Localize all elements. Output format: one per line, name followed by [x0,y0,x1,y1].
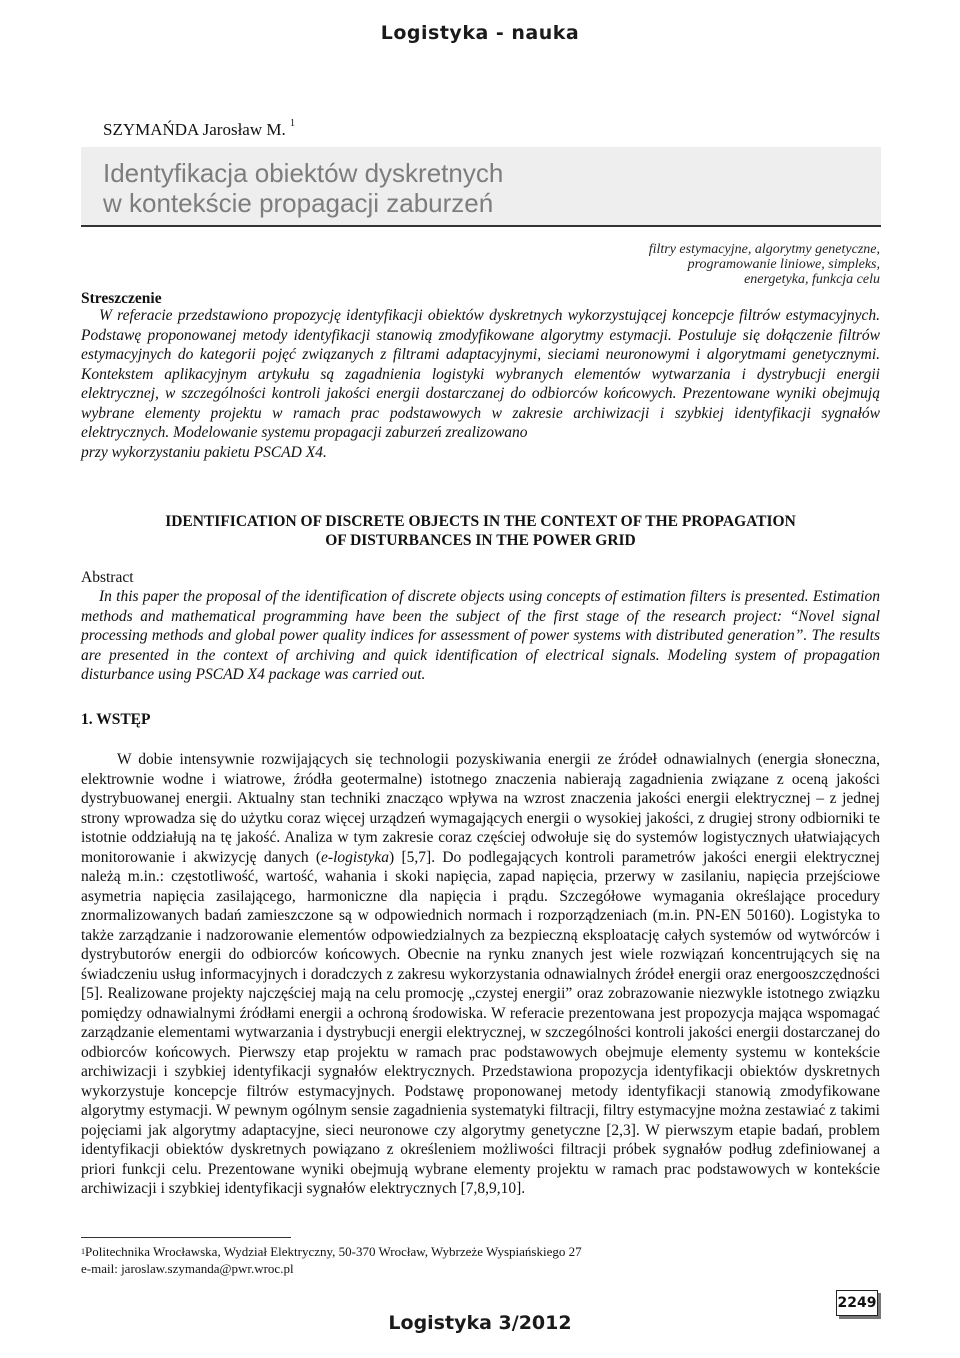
abstract-en-heading: Abstract [81,569,134,586]
paper-title-line-1: Identyfikacja obiektów dyskretnych [103,158,504,188]
author-footnote-mark: 1 [290,118,295,129]
intro-paragraph [81,750,880,1199]
abstract-en-text: In this paper the proposal of the identification of discrete objects using concepts of estimation filters is presented. Estimation methods and mathematical programming have been the subject of the first stage of the research project: “Novel signal processing methods and global power quality indices for assessment of power systems with distributed generation”. The results are presented in the context of archiving and quick identification of electrical signals. Modeling system of propagation disturbance using PSCAD X4 package was carried out. [81,588,880,683]
footnote-email: e-mail: jaroslaw.szymanda@pwr.wroc.pl [81,1261,294,1276]
footnote-divider [81,1237,291,1238]
abstract-pl-text-end: przy wykorzystaniu pakietu PSCAD X4. [81,443,327,461]
intro-text-italic: e-logistyka [321,848,390,866]
author-line [103,120,295,140]
section-heading-intro: 1. WSTĘP [81,711,151,728]
paper-title-line-2: w kontekście propagacji zaburzeń [103,188,494,218]
journal-header: Logistyka - nauka [380,22,580,44]
keywords [580,242,880,287]
keywords-line-1: filtry estymacyjne, algorytmy genetyczne, [648,242,880,257]
abstract-en-body [81,587,880,685]
footnote-affiliation [81,1243,781,1260]
page-number: 2249 [836,1290,878,1316]
intro-text-part-2: ) [5,7]. Do podlegających kontroli parametrów jakości energii elektrycznej należą m.in.: częstotliwość, wartość, wahania i skoki napięcia, zapad napięcia, przerwy w zasilaniu, napięcia przejściowe asymetria napięcia zasilającego, harmoniczne dla napięcia i prądu. Szczegółowe wymagania określające procedury znormalizowanych badań zamieszczone są w odpowiednich normach i rozporządzeniach (m.in. PN-EN 50160). Logistyka to także zarządzanie i nadzorowanie elementów odpowiedzialnych za bezpieczną eksploatację całych systemów od wytwórców i dystrybutorów energii do odbiorców końcowych. Obecnie na rynku znanych jest wiele rozwiązań koncentrujących się na świadczeniu usług informacyjnych i doradczych z zakresu wykorzystania odnawialnych źródeł energii oraz energooszczędności [5]. Realizowane projekty najczęściej mają na celu promocję „czystej energii” oraz zobrazowanie niezwykle istotnego związku pomiędzy odnawialnymi źródłami energii a ochroną środowiska. W referacie prezentowana jest propozycja mająca wspomagać zarządzanie elementami wytwarzania i dystrybucji energii elektrycznej, w szczególności kontroli jakości energii dostarczanej do odbiorców końcowych. Pierwszy etap projektu w ramach prac podstawowych obejmuje elementy systemu w kontekście archiwizacji i szybkiej identyfikacji sygnałów elektrycznych. Przedstawiona propozycja identyfikacji obiektów dyskretnych wykorzystuje koncepcje filtrów estymacyjnych. Podstawę proponowanej metody identyfikacji stanowią zmodyfikowane algorytmy estymacji. W pewnym ogólnym sensie zagadnienia systematyki filtracji, filtry estymacyjne można zestawiać z takimi pojęciami jak algorytmy adaptacyjne, sieci neuronowe czy algorytmy genetyczne [2,3]. W pierwszym etapie badań, problem identyfikacji obiektów dyskretnych powiązano z określeniem możliwości filtracji próbek sygnałów podług zdefiniowanej a priori funkcji celu. Prezentowane wyniki obejmują wybrane elementy projektu w ramach prac podstawowych w kontekście archiwizacji i szybkiej identyfikacji sygnałów elektrycznych [7,8,9,10]. [81,848,880,1197]
intro-text-part-1: W dobie intensywnie rozwijających się technologii pozyskiwania energii ze źródeł odnawialnych (energia słoneczna, elektrownie wodne i wiatrowe, źródła geotermalne) istotnego znaczenia nabierają zagadnienia związane z oceną jakości dystrybuowanej energii. Aktualny stan techniki znacząco wpływa na wzrost znaczenia jakości energii elektrycznej – z jednej strony wprowadza się do użytku coraz więcej urządzeń wymagających energii o wysokiej jakości, z drugiej strony odbiorniki te istotnie oddziałują na tę jakość. Analiza w tym zakresie coraz częściej odwołuje się do systemów logistycznych ułatwiających monitorowanie i akwizycję danych ( [81,751,880,866]
english-title [81,512,880,550]
abstract-pl-heading: Streszczenie [81,290,162,307]
title-box [81,147,881,227]
english-title-line-2: OF DISTURBANCES IN THE POWER GRID [325,532,636,549]
author-name: SZYMAŃDA Jarosław M. [103,120,286,139]
footnote [81,1243,781,1277]
footnote-affiliation-text: Politechnika Wrocławska, Wydział Elektryczny, 50-370 Wrocław, Wybrzeże Wyspiańskiego 27 [85,1244,582,1259]
intro-body [81,750,880,1199]
keywords-line-3: energetyka, funkcja celu [744,272,880,287]
english-title-line-1: IDENTIFICATION OF DISCRETE OBJECTS IN THE CONTEXT OF THE PROPAGATION [165,513,796,530]
keywords-line-2: programowanie liniowe, simpleks, [687,257,880,272]
journal-footer: Logistyka 3/2012 [388,1312,572,1334]
abstract-pl-text: W referacie przedstawiono propozycję identyfikacji obiektów dyskretnych wykorzystującej koncepcje filtrów estymacyjnych. Podstawę proponowanej metody identyfikacji stanowią zmodyfikowane algorytmy estymacji. Postuluje się dołączenie filtrów estymacyjnych do kategorii pojęć związanych z filtrami adaptacyjnymi, sieciami neuronowymi i algorytmami genetycznymi. Kontekstem aplikacyjnym artykułu są zagadnienia logistyki wybranych elementów wytwarzania i dystrybucji energii elektrycznej, w szczególności kontroli jakości energii dostarczanej do odbiorców końcowych. Prezentowane wyniki obejmują wybrane elementy projektu w ramach prac podstawowych w zakresie archiwizacji i szybkiej identyfikacji sygnałów elektrycznych. Modelowanie systemu propagacji zaburzeń zrealizowano [81,307,880,441]
footnote-mark: 1 [81,1247,85,1256]
abstract-pl-body [81,306,880,462]
